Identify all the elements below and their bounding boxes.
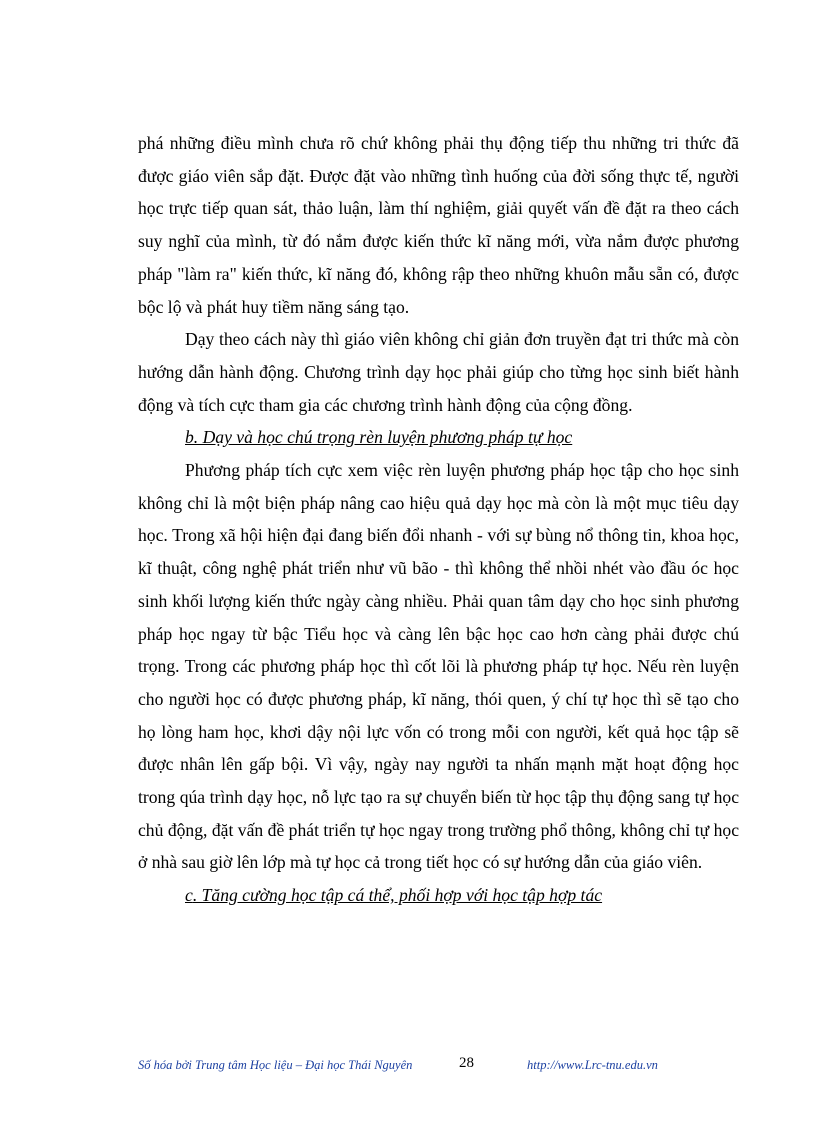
section-heading-c-title: . Tăng cường học tập cá thể, phối hợp với học tập hợp tác <box>192 885 603 906</box>
page-footer <box>0 1055 816 1078</box>
section-heading-b: b. Dạy và học chú trọng rèn luyện phương pháp tự học <box>185 427 573 448</box>
paragraph-teaching-method: Dạy theo cách này thì giáo viên không chỉ giản đơn truyền đạt tri thức mà còn hướng dẫn hành động. Chương trình dạy học phải giúp cho từng học sinh biết hành động và tích cực tham gia các chương trình hành động của cộng đồng. <box>138 329 739 415</box>
footer-credit: Số hóa bởi Trung tâm Học liệu – Đại học Thái Nguyên <box>138 1058 413 1072</box>
page-number: 28 <box>459 1055 474 1071</box>
section-heading-c <box>138 879 739 912</box>
body-text <box>138 127 739 912</box>
section-heading-c-prefix: c <box>185 885 193 906</box>
footer-url-link[interactable]: http://www.Lrc-tnu.edu.vn <box>527 1058 658 1072</box>
paragraph-self-study: Phương pháp tích cực xem việc rèn luyện phương pháp học tập cho học sinh không chỉ là một biện pháp nâng cao hiệu quả dạy học mà còn là một mục tiêu dạy học. Trong xã hội hiện đại đang biến đổi nhanh - với sự bùng nổ thông tin, khoa học, kĩ thuật, công nghệ phát triển như vũ bão - thì không thể nhồi nhét vào đầu óc học sinh khối lượng kiến thức ngày càng nhiều. Phải quan tâm dạy cho học sinh phương pháp học ngay từ bậc Tiểu học và càng lên bậc học cao hơn càng phải được chú trọng. Trong các phương pháp học thì cốt lõi là phương pháp tự học. Nếu rèn luyện cho người học có được phương pháp, kĩ năng, thói quen, ý chí tự học thì sẽ tạo cho họ lòng ham học, khơi dậy nội lực vốn có trong mỗi con người, kết quả học tập sẽ được nhân lên gấp bội. Vì vậy, ngày nay người ta nhấn mạnh mặt hoạt động học trong qúa trình dạy học, nỗ lực tạo ra sự chuyển biến từ học tập thụ động sang tự học chủ động, đặt vấn đề phát triển tự học ngay trong trường phổ thông, không chỉ tự học ở nhà sau giờ lên lớp mà tự học cả trong tiết học có sự hướng dẫn của giáo viên. <box>138 460 739 873</box>
paragraph-continuation: phá những điều mình chưa rõ chứ không phải thụ động tiếp thu những tri thức đã được giáo viên sắp đặt. Được đặt vào những tình huống của đời sống thực tế, người học trực tiếp quan sát, thảo luận, làm thí nghiệm, giải quyết vấn đề đặt ra theo cách suy nghĩ của mình, từ đó nắm được kiến thức kĩ năng mới, vừa nắm được phương pháp "làm ra" kiến thức, kĩ năng đó, không rập theo những khuôn mẫu sẵn có, được bộc lộ và phát huy tiềm năng sáng tạo. <box>138 133 739 317</box>
